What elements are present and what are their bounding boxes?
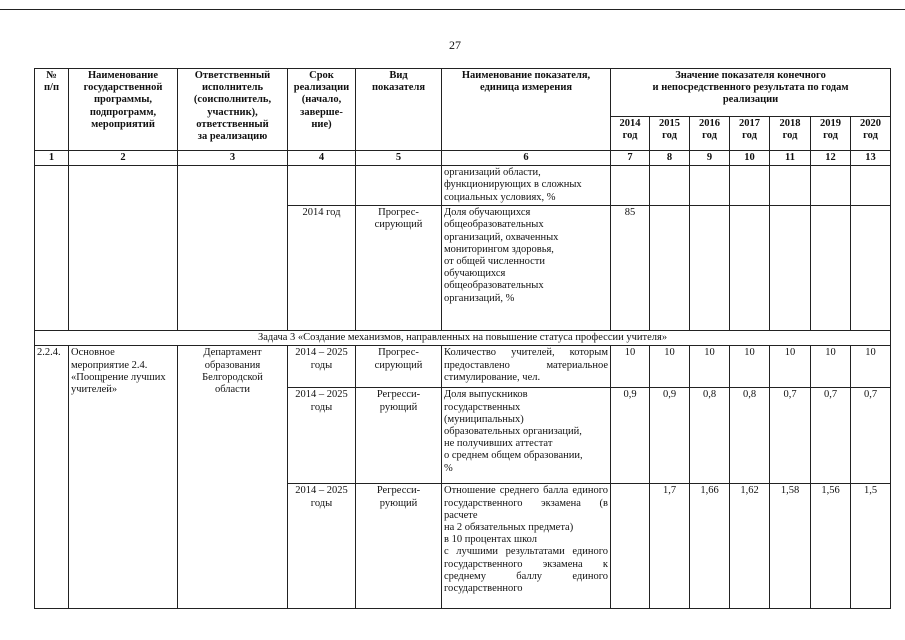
value-cell [851, 206, 891, 331]
value-cell: 10 [730, 346, 770, 388]
empty-cell [178, 166, 288, 331]
value-cell: 0,8 [730, 388, 770, 484]
value-cell: 1,66 [690, 484, 730, 609]
header-program: Наименование государственной программы, подпрограмм, мероприятий [69, 69, 178, 151]
column-number: 2 [69, 151, 178, 166]
activity-name: Основное мероприятие 2.4. «Поощрение лучших учителей» [69, 346, 178, 609]
value-cell [730, 166, 770, 206]
value-cell [690, 206, 730, 331]
header-year-2020: 2020 год [851, 117, 891, 151]
term-cell: 2014 – 2025 годы [288, 388, 356, 484]
header-year-2017: 2017 год [730, 117, 770, 151]
indicator-text: Доля обучающихся общеобразовательных организаций, охваченных мониторингом здоровья, от общей численности обучающихся общеобразовательных организаций, % [442, 206, 611, 331]
column-number: 1 [35, 151, 69, 166]
indicator-text: Отношение среднего балла единого государственного экзамена (в расчете на 2 обязательных предмета) в 10 процентах школ с лучшими результатами единого государственного экзамена к среднему баллу единого государственного [442, 484, 611, 609]
header-num: № п/п [35, 69, 69, 151]
value-cell: 10 [770, 346, 811, 388]
value-cell: 1,58 [770, 484, 811, 609]
value-cell: 1,7 [650, 484, 690, 609]
column-number-row [35, 151, 891, 166]
kind-cell: Прогрес- сирующий [356, 206, 442, 331]
page-number: 27 [449, 38, 461, 52]
header-values-group: Значение показателя конечного и непосредственного результата по годам реализации [611, 69, 891, 117]
value-cell: 0,8 [690, 388, 730, 484]
term-cell: 2014 – 2025 годы [288, 346, 356, 388]
column-number: 9 [690, 151, 730, 166]
header-year-2018: 2018 год [770, 117, 811, 151]
value-cell: 1,62 [730, 484, 770, 609]
header-executor: Ответственный исполнитель (соисполнитель, участник), ответственный за реализацию [178, 69, 288, 151]
header-kind: Вид показателя [356, 69, 442, 151]
term-cell: 2014 – 2025 годы [288, 484, 356, 609]
header-year-2014: 2014 год [611, 117, 650, 151]
value-cell [611, 484, 650, 609]
empty-cell [356, 166, 442, 206]
table-row [35, 166, 891, 206]
header-indicator: Наименование показателя, единица измерения [442, 69, 611, 151]
header-year-2016: 2016 год [690, 117, 730, 151]
column-number: 5 [356, 151, 442, 166]
value-cell: 1,56 [811, 484, 851, 609]
indicator-text: Количество учителей, которым предоставлено материальное стимулирование, чел. [442, 346, 611, 388]
activity-number: 2.2.4. [35, 346, 69, 609]
value-cell [650, 206, 690, 331]
kind-cell: Регресси- рующий [356, 484, 442, 609]
value-cell: 0,7 [851, 388, 891, 484]
value-cell [811, 166, 851, 206]
column-number: 3 [178, 151, 288, 166]
indicator-table [34, 68, 891, 609]
indicator-text: организаций области, функционирующих в сложных социальных условиях, % [442, 166, 611, 206]
header-year-2019: 2019 год [811, 117, 851, 151]
header-term: Срок реализации (начало, заверше- ние) [288, 69, 356, 151]
value-cell: 0,7 [811, 388, 851, 484]
term-cell: 2014 год [288, 206, 356, 331]
value-cell: 10 [811, 346, 851, 388]
value-cell: 10 [690, 346, 730, 388]
value-cell [770, 166, 811, 206]
task-heading: Задача 3 «Создание механизмов, направленных на повышение статуса профессии учителя» [35, 331, 891, 346]
top-rule [0, 9, 905, 10]
value-cell: 1,5 [851, 484, 891, 609]
column-number: 11 [770, 151, 811, 166]
empty-cell [35, 166, 69, 331]
column-number: 10 [730, 151, 770, 166]
empty-cell [69, 166, 178, 331]
kind-cell: Прогрес- сирующий [356, 346, 442, 388]
value-cell: 10 [851, 346, 891, 388]
column-number: 13 [851, 151, 891, 166]
value-cell [611, 166, 650, 206]
header-year-2015: 2015 год [650, 117, 690, 151]
task-row [35, 331, 891, 346]
value-cell: 0,7 [770, 388, 811, 484]
indicator-text: Доля выпускников государственных (муниципальных) образовательных организаций, не получивших аттестат о среднем общем образовании, % [442, 388, 611, 484]
table-row [35, 346, 891, 388]
value-cell: 0,9 [611, 388, 650, 484]
kind-cell: Регресси- рующий [356, 388, 442, 484]
column-number: 8 [650, 151, 690, 166]
value-cell [690, 166, 730, 206]
executor-name: Департамент образования Белгородской области [178, 346, 288, 609]
value-cell [650, 166, 690, 206]
value-cell: 10 [650, 346, 690, 388]
value-cell [770, 206, 811, 331]
value-cell [851, 166, 891, 206]
value-cell [730, 206, 770, 331]
value-cell: 10 [611, 346, 650, 388]
value-cell: 0,9 [650, 388, 690, 484]
column-number: 12 [811, 151, 851, 166]
value-cell: 85 [611, 206, 650, 331]
column-number: 7 [611, 151, 650, 166]
column-number: 4 [288, 151, 356, 166]
empty-cell [288, 166, 356, 206]
column-number: 6 [442, 151, 611, 166]
value-cell [811, 206, 851, 331]
